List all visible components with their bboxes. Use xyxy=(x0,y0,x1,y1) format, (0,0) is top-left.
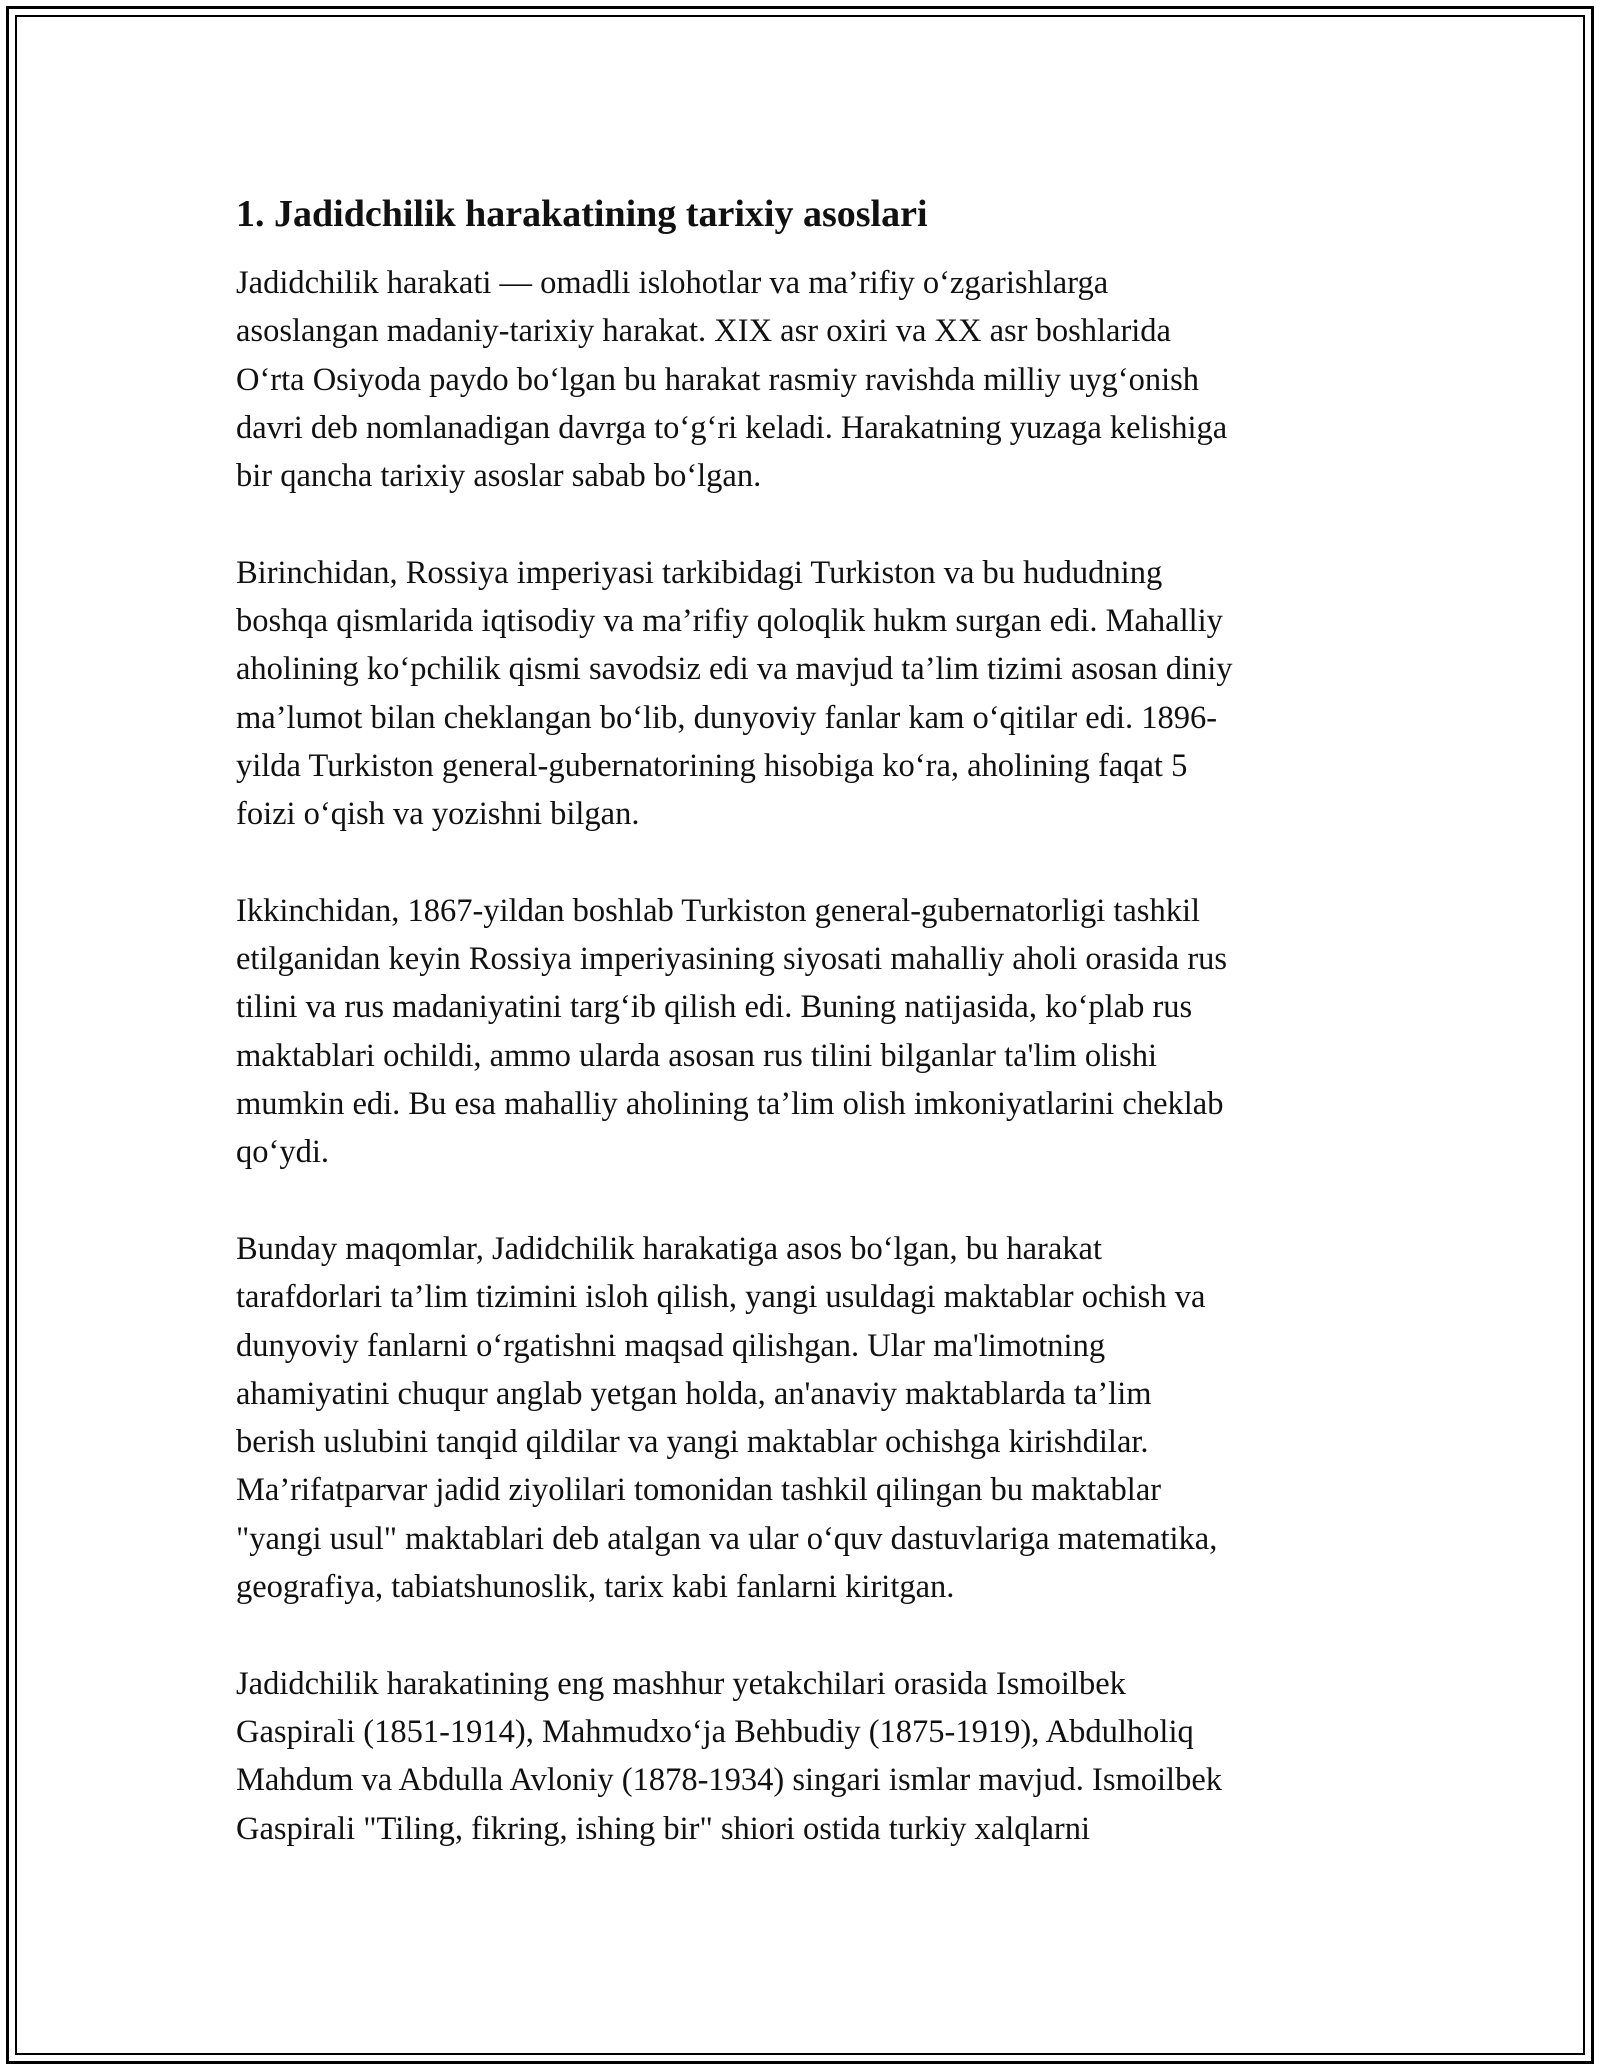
text-line: dunyoviy fanlarni o‘rgatishni maqsad qilishgan. Ular ma'limotning xyxy=(236,1327,1106,1364)
text-line: foizi o‘qish va yozishni bilgan. xyxy=(236,796,640,833)
text-line: berish uslubini tanqid qildilar va yangi maktablar ochishga kirishdilar. xyxy=(236,1424,1149,1461)
document-body xyxy=(236,190,1366,1901)
text-line: O‘rta Osiyoda paydo bo‘lgan bu harakat rasmiy ravishda milliy uyg‘onish xyxy=(236,361,1200,398)
text-line: Ma’rifatparvar jadid ziyolilari tomonidan tashkil qilingan bu maktablar xyxy=(236,1472,1162,1509)
text-line: ahamiyatini chuqur anglab yetgan holda, an'anaviy maktablarda ta’lim xyxy=(236,1375,1152,1412)
text-line: "yangi usul" maktablari deb atalgan va ular o‘quv dastuvlariga matematika, xyxy=(236,1520,1218,1557)
text-line: Gaspirali "Tiling, fikring, ishing bir" shiori ostida turkiy xalqlarni xyxy=(236,1810,1091,1847)
text-line: geografiya, tabiatshunoslik, tarix kabi fanlarni kiritgan. xyxy=(236,1569,955,1606)
paragraph-leaders xyxy=(236,1660,1366,1853)
text-line: asoslangan madaniy-tarixiy harakat. XIX asr oxiri va XX asr boshlarida xyxy=(236,313,1171,350)
text-line: yilda Turkiston general-gubernatorining hisobiga ko‘ra, aholining faqat 5 xyxy=(236,747,1188,784)
text-line: Gaspirali (1851-1914), Mahmudxo‘ja Behbudiy (1875-1919), Abdulholiq xyxy=(236,1713,1194,1750)
paragraph-intro xyxy=(236,259,1366,500)
text-line: etilganidan keyin Rossiya imperiyasining siyosati mahalliy aholi orasida rus xyxy=(236,941,1228,978)
text-line: tarafdorlari ta’lim tizimini isloh qilish, yangi usuldagi maktablar ochish va xyxy=(236,1279,1206,1316)
text-line: boshqa qismlarida iqtisodiy va ma’rifiy qoloqlik hukm surgan edi. Mahalliy xyxy=(236,603,1223,640)
text-line: Jadidchilik harakatining eng mashhur yetakchilari orasida Ismoilbek xyxy=(236,1665,1126,1702)
text-line: Ikkinchidan, 1867-yildan boshlab Turkiston general-gubernatorligi tashkil xyxy=(236,892,1201,929)
paragraph-second-reason xyxy=(236,887,1366,1177)
text-line: tilini va rus madaniyatini targ‘ib qilish edi. Buning natijasida, ko‘plab rus xyxy=(236,989,1193,1026)
text-line: qo‘ydi. xyxy=(236,1134,329,1171)
text-line: bir qancha tarixiy asoslar sabab bo‘lgan. xyxy=(236,458,762,495)
text-line: Bunday maqomlar, Jadidchilik harakatiga asos bo‘lgan, bu harakat xyxy=(236,1230,1103,1267)
text-line: davri deb nomlanadigan davrga to‘g‘ri keladi. Harakatning yuzaga kelishiga xyxy=(236,409,1228,446)
text-line: Mahdum va Abdulla Avloniy (1878-1934) singari ismlar mavjud. Ismoilbek xyxy=(236,1762,1223,1799)
text-line: mumkin edi. Bu esa mahalliy aholining ta’lim olish imkoniyatlarini cheklab xyxy=(236,1086,1224,1123)
text-line: maktablari ochildi, ammo ularda asosan rus tilini bilganlar ta'lim olishi xyxy=(236,1037,1158,1074)
section-heading: 1. Jadidchilik harakatining tarixiy asoslari xyxy=(236,193,928,235)
text-line: Birinchidan, Rossiya imperiyasi tarkibidagi Turkiston va bu hududning xyxy=(236,554,1163,591)
text-line: aholining ko‘pchilik qismi savodsiz edi va mavjud ta’lim tizimi asosan diniy xyxy=(236,651,1233,688)
paragraph-first-reason xyxy=(236,549,1366,839)
paragraph-reform-goals xyxy=(236,1225,1366,1611)
text-line: Jadidchilik harakati — omadli islohotlar va ma’rifiy o‘zgarishlarga xyxy=(236,265,1109,301)
text-line: ma’lumot bilan cheklangan bo‘lib, dunyoviy fanlar kam o‘qitilar edi. 1896- xyxy=(236,699,1218,736)
